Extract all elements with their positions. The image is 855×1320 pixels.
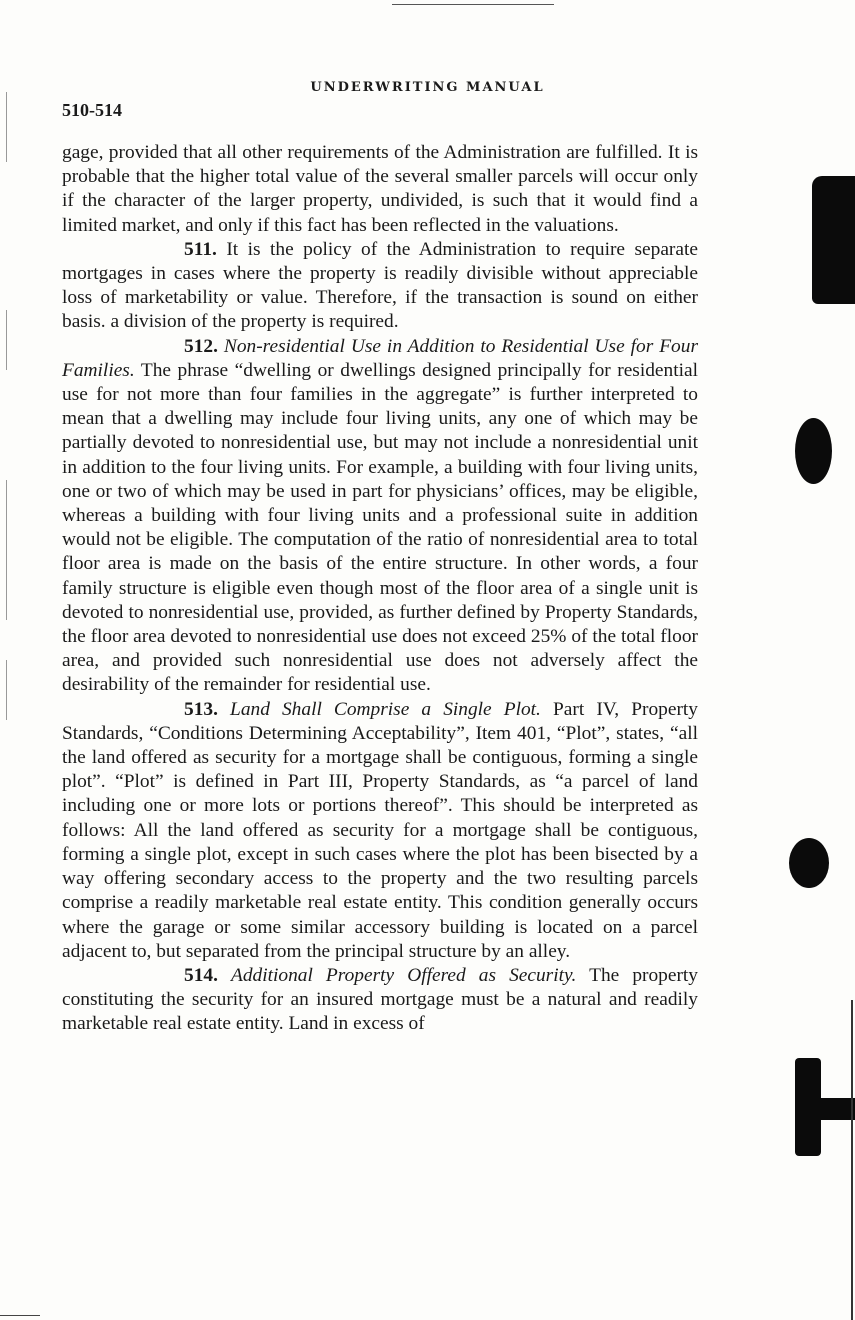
punch-hole-mark <box>789 838 829 888</box>
section-range: 510-514 <box>62 100 122 120</box>
left-edge-mark <box>6 92 7 162</box>
paragraph-text: Part IV, Property Standards, “Conditions Determining Acceptability”, Item 401, “Plot”, states, “all the land offered as security for a mortgage shall be contiguous, forming a single plot”. “Plot” is defined in Part III, Property Standards, as “a parcel of land including one or more lots or portions thereof”. This should be interpreted as follows: All the land offered as security for a mortgage shall be contiguous, forming a single plot, except in such cases where the plot has been bisected by a way offering secondary access to the property and the two resulting parcels comprise a readily marketable real estate entity. This condition generally occurs where the garage or some similar accessory building is located on a parcel adjacent to, but separated from the principal structure by an alley. <box>62 698 698 962</box>
paragraph-512 <box>62 335 698 698</box>
section-number: 514. <box>184 964 218 986</box>
punch-hole-mark <box>795 418 832 484</box>
section-number: 511. <box>184 238 217 260</box>
section-heading: Non-residential Use in Addition to Residential Use for Four Families. <box>62 335 698 381</box>
paragraph-511 <box>62 238 698 335</box>
paragraph-text: gage, provided that all other requirements of the Administration are fulfilled. It is probable that the higher total value of the several smaller parcels will occur only if the character of the larger property, undivided, is such that it would find a limited market, and only if this fact has been reflected in the valuations. <box>62 142 698 236</box>
left-edge-mark <box>6 660 7 720</box>
paragraph-text: The phrase “dwelling or dwellings designed principally for residential use for not more than four families in the aggregate” is further interpreted to mean that a dwelling may include four living units, any one of which may be partially devoted to nonresidential use, but may not include a nonresidential unit in addition to the four living units. For example, a building with four living units, one or two of which may be used in part for physicians’ offices, may be eligible, whereas a building with four living units and a professional suite in addition would not be eligible. The computation of the ratio of nonresidential area to total floor area is made on the basis of the entire structure. In other words, a four family structure is eligible even though most of the floor area of a single unit is devoted to nonresidential use, provided, as further defined by Property Standards, the floor area devoted to nonresidential use does not exceed 25% of the total floor area, and provided such nonresidential use does not adversely affect the desirability of the remainder for residential use. <box>62 359 698 696</box>
left-edge-mark <box>6 310 7 370</box>
page-body <box>62 141 698 1037</box>
scan-blot-mark <box>812 176 855 304</box>
scan-blot-mark <box>795 1058 821 1156</box>
left-edge-mark <box>6 480 7 620</box>
top-edge-rule <box>392 4 554 5</box>
section-heading: Additional Property Offered as Security. <box>231 964 577 986</box>
bottom-edge-rule <box>0 1315 40 1316</box>
section-number: 513. <box>184 698 218 720</box>
paragraph-text: It is the policy of the Administration to require separate mortgages in cases where the property is readily divisible without appreciable loss of marketability or value. Therefore, if the transaction is sound on either basis. a division of the property is required. <box>62 238 698 333</box>
section-heading: Land Shall Comprise a Single Plot. <box>230 698 541 720</box>
paragraph-text: The property constituting the security for an insured mortgage must be a natural and readily marketable real estate entity. Land in excess of <box>62 964 699 1035</box>
scan-blot-mark <box>820 1098 855 1120</box>
paragraph-513 <box>62 698 698 964</box>
running-header-title: UNDERWRITING MANUAL <box>310 80 545 95</box>
paragraph-514 <box>62 964 698 1037</box>
paragraph-continuation <box>62 141 698 238</box>
right-edge-shadow <box>851 1000 853 1320</box>
section-number: 512. <box>184 335 218 357</box>
